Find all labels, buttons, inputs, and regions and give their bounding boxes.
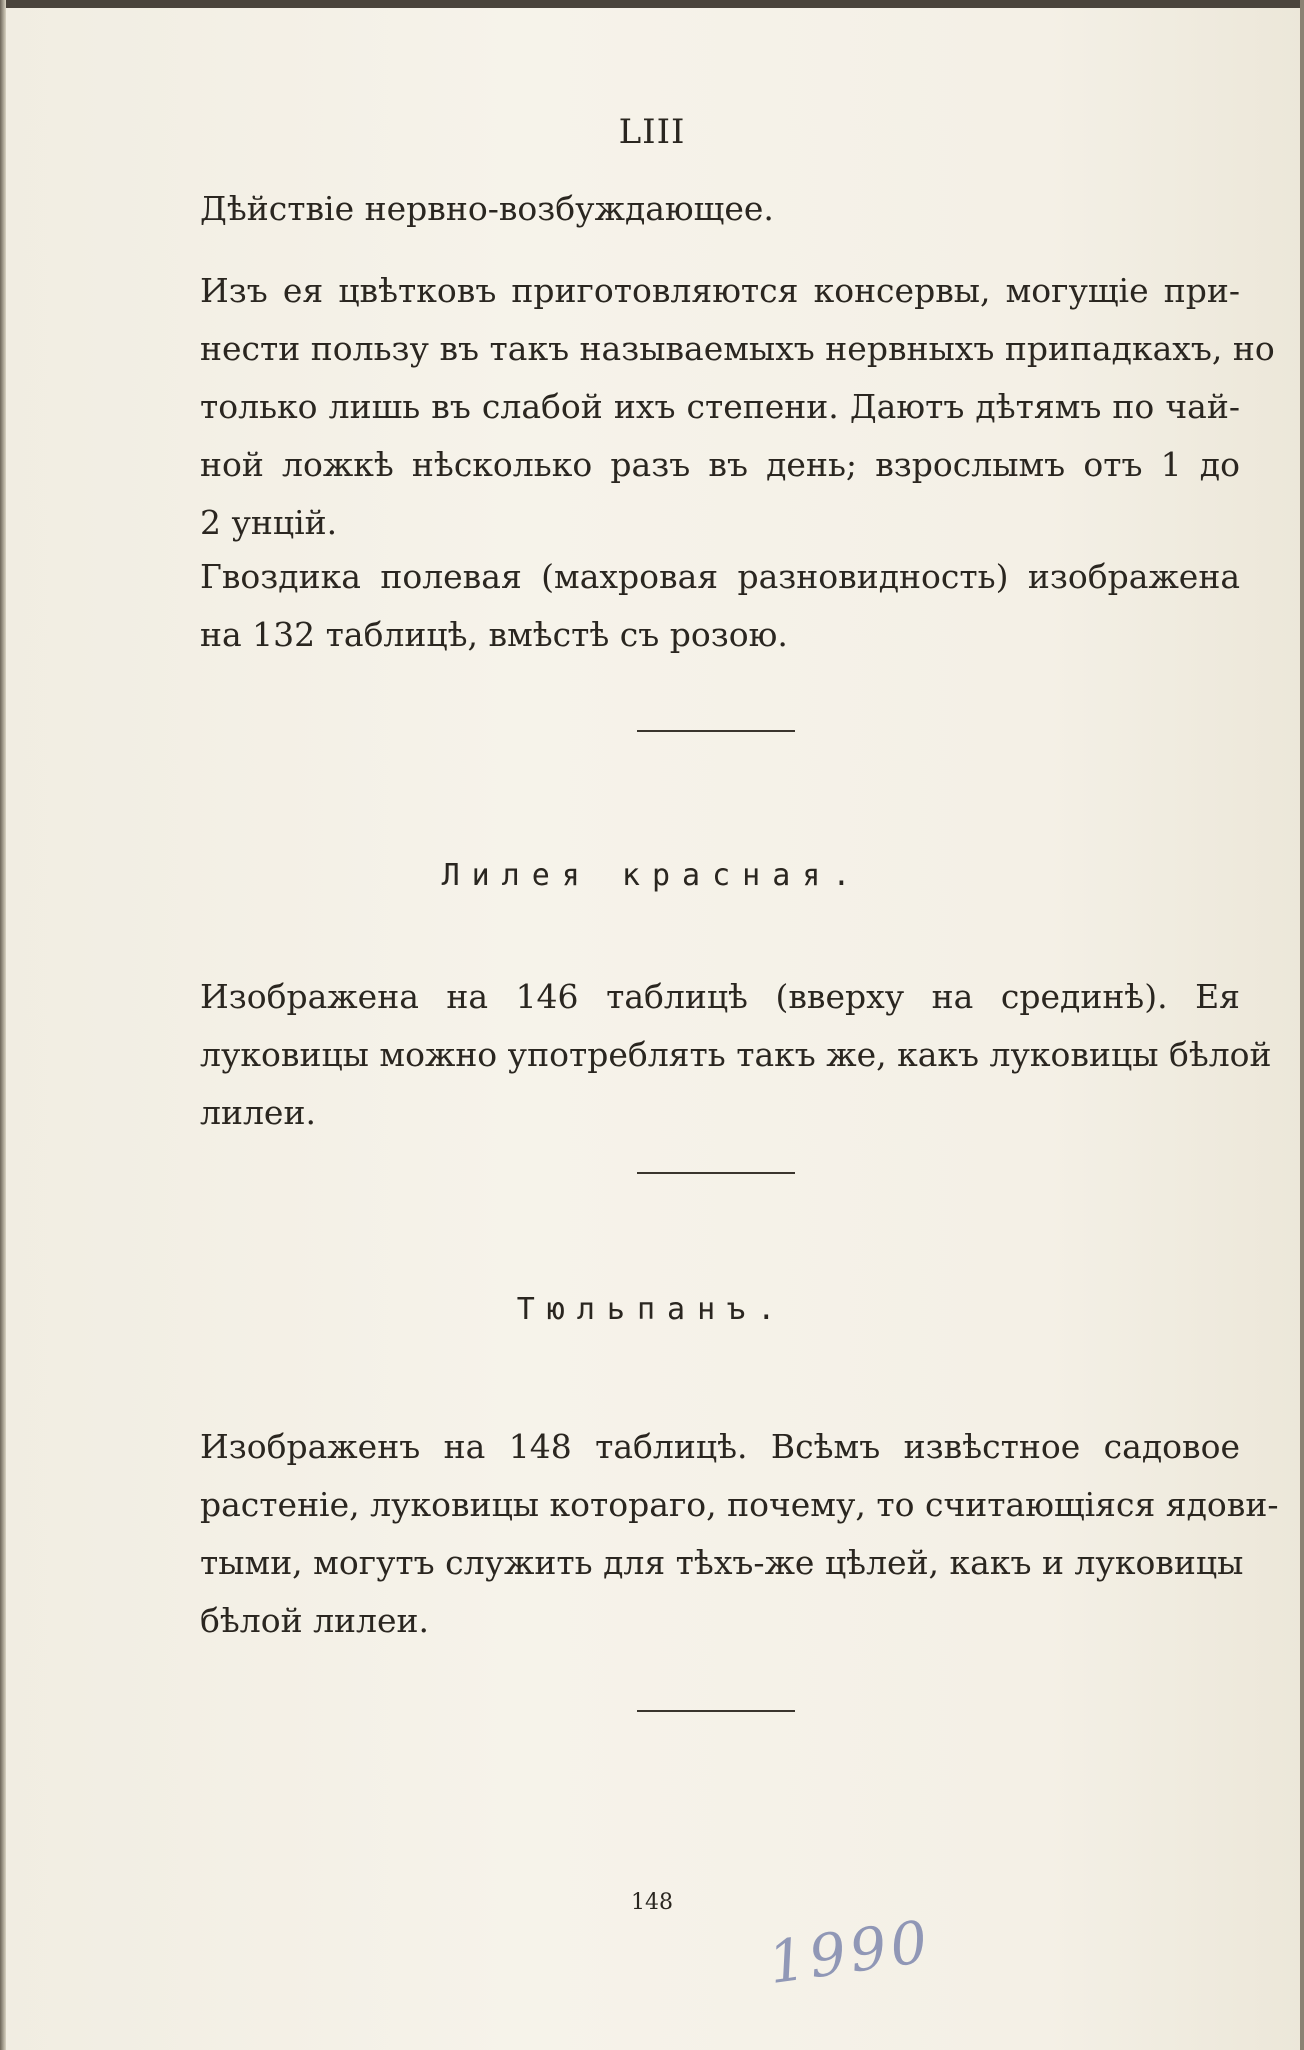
text-line: Гвоздика полевая (махровая разновидность) изображена — [200, 557, 1240, 596]
text-line: на 132 таблицѣ, вмѣстѣ съ розою. — [200, 615, 788, 654]
paragraph-red-lily — [200, 968, 1272, 1142]
text-line: Изображенъ на 148 таблицѣ. Всѣмъ извѣстное садовое — [200, 1427, 1240, 1466]
text-line: только лишь въ слабой ихъ степени. Даютъ дѣтямъ по чай- — [200, 387, 1240, 426]
page-number: LIII — [618, 112, 686, 152]
text-line: луковицы можно употреблять такъ же, какъ луковицы бѣлой — [200, 1035, 1272, 1074]
section-divider — [637, 1710, 795, 1712]
text-line: 2 унцій. — [200, 503, 338, 542]
text-line: нести пользу въ такъ называемыхъ нервныхъ припадкахъ, но — [200, 329, 1275, 368]
text-line: растеніе, луковицы котораго, почему, то считающіяся ядови- — [200, 1485, 1279, 1524]
text-line: Изъ ея цвѣтковъ приготовляются консервы, могущіе при- — [200, 271, 1240, 310]
heading-red-lily: Лилея красная. — [441, 858, 863, 893]
text-line: ной ложкѣ нѣсколько разъ въ день; взрослымъ отъ 1 до — [200, 445, 1240, 484]
text-line: тыми, могутъ служить для тѣхъ-же цѣлей, какъ и луковицы — [200, 1543, 1244, 1582]
inventory-stamp: 1990 — [764, 1906, 936, 1998]
page-right-edge — [1300, 0, 1304, 2050]
text-line: Изображена на 146 таблицѣ (вверху на срединѣ). Ея — [200, 977, 1240, 1016]
page-binding-edge — [0, 0, 6, 2050]
paragraph-action — [200, 180, 1240, 238]
text-line: Дѣйствіе нервно-возбуждающее. — [200, 189, 774, 228]
section-divider — [637, 730, 795, 732]
paragraph-carnation — [200, 548, 1240, 664]
section-divider — [637, 1172, 795, 1174]
heading-tulip: Тюльпанъ. — [516, 1292, 788, 1327]
text-line: лилеи. — [200, 1093, 316, 1132]
text-line: бѣлой лилеи. — [200, 1601, 430, 1640]
plate-number: 148 — [631, 1890, 673, 1915]
page-top-edge — [0, 0, 1304, 8]
paragraph-conserves — [200, 262, 1275, 552]
paragraph-tulip — [200, 1418, 1279, 1650]
